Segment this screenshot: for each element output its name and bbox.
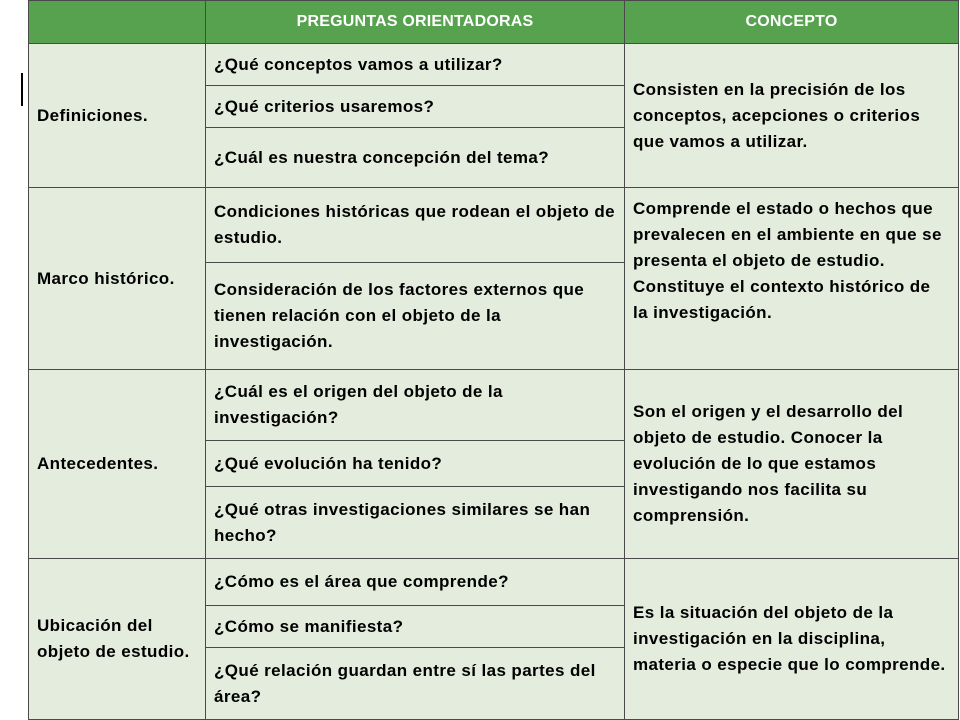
question-cell: ¿Qué evolución ha tenido? <box>206 441 625 487</box>
question-cell: ¿Cuál es el origen del objeto de la investigación? <box>206 370 625 441</box>
section-label-marco-historico: Marco histórico. <box>29 188 206 370</box>
section-label-ubicacion: Ubicación del objeto de estudio. <box>29 559 206 720</box>
orientation-table <box>28 0 959 720</box>
question-cell: ¿Qué conceptos vamos a utilizar? <box>206 44 625 86</box>
header-row <box>29 1 959 44</box>
table-row <box>29 559 959 606</box>
concept-definiciones: Consisten en la precisión de los conceptos, acepciones o criterios que vamos a utilizar. <box>625 44 959 188</box>
section-label-definiciones: Definiciones. <box>29 44 206 188</box>
header-concept: CONCEPTO <box>625 1 959 44</box>
table-row <box>29 44 959 86</box>
concept-marco-historico: Comprende el estado o hechos que prevalecen en el ambiente en que se presenta el objeto de estudio. Constituye el contexto histórico de la investigación. <box>625 188 959 370</box>
question-cell: ¿Qué otras investigaciones similares se han hecho? <box>206 487 625 559</box>
question-cell: Consideración de los factores externos que tienen relación con el objeto de la investigación. <box>206 263 625 370</box>
question-cell: ¿Qué relación guardan entre sí las partes del área? <box>206 648 625 720</box>
question-cell: ¿Cómo es el área que comprende? <box>206 559 625 606</box>
section-label-antecedentes: Antecedentes. <box>29 370 206 559</box>
question-cell: Condiciones históricas que rodean el objeto de estudio. <box>206 188 625 263</box>
header-empty-cell <box>29 1 206 44</box>
table-row <box>29 188 959 263</box>
header-questions: PREGUNTAS ORIENTADORAS <box>206 1 625 44</box>
concept-antecedentes: Son el origen y el desarrollo del objeto de estudio. Conocer la evolución de lo que estamos investigando nos facilita su comprensión. <box>625 370 959 559</box>
question-cell: ¿Cuál es nuestra concepción del tema? <box>206 128 625 188</box>
table-row <box>29 370 959 441</box>
concept-ubicacion: Es la situación del objeto de la investigación en la disciplina, materia o especie que lo comprende. <box>625 559 959 720</box>
cursor-line <box>21 73 23 106</box>
left-margin <box>0 0 28 720</box>
question-cell: ¿Cómo se manifiesta? <box>206 606 625 648</box>
question-cell: ¿Qué criterios usaremos? <box>206 86 625 128</box>
